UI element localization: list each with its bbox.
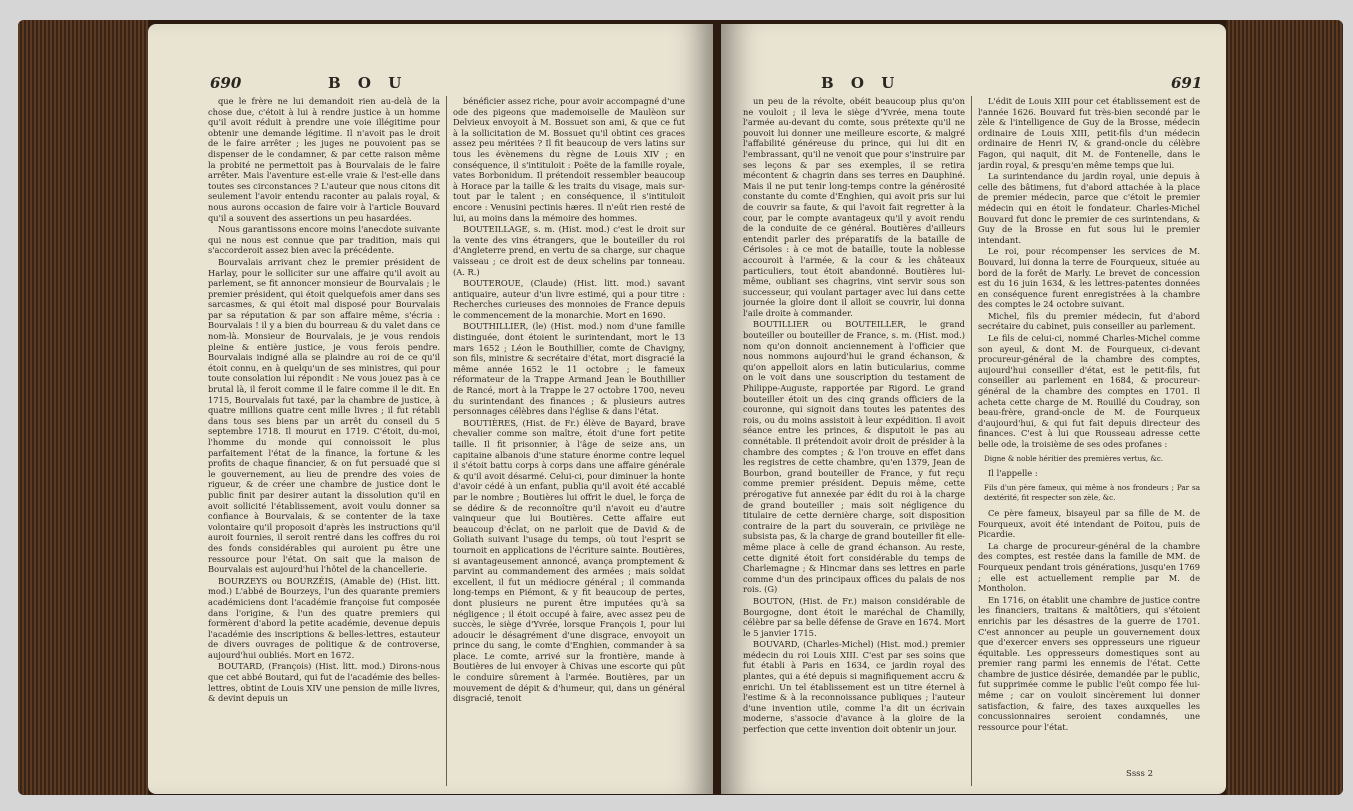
paragraph: La surintendance du jardin royal, unie depuis à celle des bâtimens, fut d'abord attachée à la place de premier médecin, parce que c'étoit le premier médecin qui en étoit le fondateur. Charles-Michel Bouvard fut donc le premier de ces surintendans, & Guy de la Brosse en fut sous lui le premier intendant. (978, 171, 1200, 245)
book-edge-left (18, 20, 148, 795)
paragraph: La charge de procureur-général de la chambre des comptes, est restée dans la famille de MM. de Fourqueux pendant trois générations, jusqu'en 1769 ; elle est actuellement remplie par M. de Montholon. (978, 540, 1200, 594)
paragraph: bénéficier assez riche, pour avoir accompagné d'une ode des pigeons que mademoiselle de Maulèon sur Delvieux envoyoit à M. Bossuet son ami, & que ce fut à la sollicitation de M. Bossuet qu'il obtint ces graces assez peu méritées ? Il fit beaucoup de vers latins sur tous les évènemens du règne de Louis XIV ; en conséquence, il s'intituloit : Poëte de la famille royale, vates Borbonidum. Il prétendoit ressembler beaucoup à Horace par la taille & les traits du visage, mais sur-tout par le talent ; en conséquence, il s'intituloit encore : Venusini pectinis hæres. Il n'eût rien resté de lui, au moins dans la mémoire des hommes. (453, 96, 685, 223)
paragraph: Bourvalais arrivant chez le premier président de Harlay, pour le solliciter sur une affaire qu'il avoit au parlement, se fit annoncer monsieur de Bourvalais ; le premier président, qui étoit quelquefois amer dans ses sarcasmes, & qui étoit mal disposé pour Bourvalais par sa réputation & par son affaire même, s'écria : Bourvalais ! il y a bien du bourreau & du valet dans ce nom-là. Monsieur de Bourvalais, je je vous rendois pleine & entière justice, je vous ferois pendre. Bourvalais indigné alla se plaindre au roi de ce qu'il étoit connu, en à quelqu'un de ses ministres, qui pour toute consolation lui répondit : Ne vous jouez pas à ce brutal là, il feroit comme il le faire comme il le dit. En 1715, Bourvalais fut taxé, par la chambre de justice, à quatre millions quatre cent mille livres ; il fut rétabli dans tous ses biens par un arrêt du conseil du 5 septembre 1718. Il mourut en 1719. C'étoit, du-moi, l'homme du monde qui connoissoit le plus parfaitement l'état de la finance, la fortune & les profits de chaque financier, & on fut persuadé que si le gouvernement, au lieu de prendre des voies de rigueur, & de créer une chambre de justice dont le public finit par desirer autant la dissolution qu'il en avoit sollicité l'établissement, avoit voulu donner sa confiance à Bourvalais, & se contenter de la taxe volontaire qu'il proposoit d'après les instructions qu'il auroit fournies, il seroit rentré dans les coffres du roi des fonds considérables qui auroient pu être une ressource pour l'état. On sait que la maison de Bourvalais est aujourd'hui l'hôtel de la chancellerie. (208, 256, 440, 575)
paragraph: En 1716, on établit une chambre de justice contre les financiers, traitans & maltôtiers, qui s'étoient enrichis par les désastres de la guerre de 1701. C'est annoncer au peuple un gouvernement doux que d'exercer envers ses oppresseurs une rigueur équitable. Les oppresseurs domestiques sont au premier rang parmi les ennemis de l'état. Cette chambre de justice désirée, demandée par le public, fut supprimée comme le public l'eût compo fée lui-même ; car on vouloit sincèrement lui donner satisfaction, & faire, des taxes auxquelles les concussionnaires seroient condamnés, une ressource pour l'état. (978, 594, 1200, 732)
column-divider (971, 96, 972, 786)
signature-mark: Ssss 2 (1126, 769, 1154, 779)
column-divider (446, 96, 447, 786)
paragraph: BOUTARD, (François) (Hist. litt. mod.) Dirons-nous que cet abbé Boutard, qui fut de l'académie des belles-lettres, obtint de Louis XIV une pension de mille livres, & devint depuis un (208, 661, 440, 704)
paragraph: que le frère ne lui demandoit rien au-delà de la chose due, c'étoit à lui à rendre justice à un homme qu'il avoit réduit à prendre une voie illégitime pour obtenir une demande légitime. Il n'avoit pas le droit de le faire arrêter ; les juges ne pouvoient pas se dispenser de le condamner, & par cette raison même la probité ne permettoit pas à Bourvalais de le faire arrêter. Mais l'aventure est-elle vraie & l'est-elle dans toutes ses circonstances ? L'auteur que nous citons dit seulement l'avoir entendu raconter au palais royal, & nous aurons occasion de faire voir à l'article Bouvard qu'il a souvent des assertions un peu hasardées. (208, 96, 440, 223)
running-head-right: B O U (821, 74, 901, 92)
paragraph: Le roi, pour récompenser les services de M. Bouvard, lui donna la terre de Fourqueux, située au bord de la forêt de Marly. Le brevet de concession est du 16 juin 1634, & les lettres-patentes données en conséquence furent enregistrées à la chambre des comptes le 24 octobre suivant. (978, 246, 1200, 310)
paragraph: Le fils de celui-ci, nommé Charles-Michel comme son ayeul, & dont M. de Fourqueux, ci-devant procureur-général de la chambre des comptes, aujourd'hui conseiller d'état, est le petit-fils, fut conseiller au parlement en 1684, & procureur-général de la chambre des comptes en 1701. Il acheta cette charge de M. Rouillé du Coudray, son beau-frère, grand-oncle de M. de Fourqueux d'aujourd'hui, & qui fut fait depuis directeur des finances. C'est à lui que Rousseau adresse cette belle ode, la troisième de ses odes profanes : (978, 333, 1200, 449)
paragraph: BOUTHILLIER, (le) (Hist. mod.) nom d'une famille distinguée, dont étoient le surintendant, mort le 13 mars 1652 ; Léon le Bouthillier, comte de Chavigny, son fils, ministre & secrétaire d'état, mort disgracié la même année 1652 le 11 octobre ; le fameux réformateur de la Trappe Armand Jean le Bouthillier de Rancé, mort à la Trappe le 27 octobre 1700, neveu du surintendant des finances ; & plusieurs autres personnages célèbres dans l'église & dans l'état. (453, 321, 685, 417)
paragraph: Nous garantissons encore moins l'anecdote suivante qui ne nous est connue que par tradition, mais qui s'accorderoit assez bien avec la précédente. (208, 224, 440, 256)
page-number-left: 690 (210, 74, 242, 92)
running-head-left: B O U (328, 74, 408, 92)
paragraph: BOUTEILLAGE, s. m. (Hist. mod.) c'est le droit sur la vente des vins étrangers, que le bouteiller du roi d'Angleterre prend, en vertu de sa charge, sur chaque vaisseau ; ce droit est de deux schelins par tonneau. (A. R.) (453, 224, 685, 277)
page-number-right: 691 (1171, 74, 1203, 92)
left-column-1 (208, 96, 440, 781)
paragraph: BOUVARD, (Charles-Michel) (Hist. mod.) premier médecin du roi Louis XIII. C'est par ses soins que fut établi à Paris en 1634, ce jardin royal des plantes, qui a été depuis si magnifiquement accru & enrichi. Un tel établissement est un titre éternel à l'estime & à la reconnoissance publiques ; l'auteur d'une invention utile, comme l'a dit un écrivain moderne, s'associe d'avance à la gloire de la perfection que cette invention doit obtenir un jour. (743, 639, 965, 735)
paragraph: BOUTEROUE, (Claude) (Hist. litt. mod.) savant antiquaire, auteur d'un livre estimé, qui a pour titre : Recherches curieuses des monnoies de France depuis le commencement de la monarchie. Mort en 1690. (453, 278, 685, 320)
left-page (148, 24, 713, 794)
paragraph: BOUTILLIER ou BOUTEILLER, le grand bouteiller ou bouteiller de France, s. m. (Hist. mod.) nom qu'on donnoit anciennement à l'officier que nous nommons aujourd'hui le grand échanson, & qu'on appelloit alors en latin buticularius, comme on le voit dans une souscription du testament de Philippe-Auguste, rapportée par Rigord. Le grand bouteiller étoit un des cinq grands officiers de la couronne, qui signoit dans toutes les patentes des rois, ou du moins assistoit à leur expédition. Il avoit séance entre les princes, & disputoit le pas au connétable. Il prétendoit avoir droit de présider à la chambre des comptes ; & l'on trouve en effet dans les registres de cette chambre, qu'en 1379, Jean de Bourbon, grand bouteiller de France, y fut reçu comme premier président. Depuis même, cette prérogative fut annexée par édit du roi à la charge de grand bouteiller ; mais soit négligence du titulaire de cette dernière charge, soit disposition contraire de la part du souverain, ce privilège ne subsista pas, & la charge de grand bouteiller fit elle-même place à celle de grand échanson. Au reste, cette dignité étoit fort considérable du temps de Charlemagne ; & Hincmar dans ses lettres en parle comme d'un des principaux offices du palais de nos rois. (G) (743, 319, 965, 595)
paragraph: Il l'appelle : (988, 468, 1038, 479)
book-edge-right (1226, 20, 1343, 795)
paragraph: Michel, fils du premier médecin, fut d'abord secrétaire du cabinet, puis conseiller au parlement. (978, 310, 1200, 332)
verse-quote: Digne & noble héritier des premières vertus, &c. (984, 453, 1164, 463)
paragraph: L'édit de Louis XIII pour cet établissement est de l'année 1626. Bouvard fut très-bien secondé par le zèle & l'intelligence de Guy de la Brosse, médecin ordinaire de Louis XIII, petit-fils d'un médecin ordinaire de Henri IV, & grand-oncle du célèbre Fagon, qui naquit, dit M. de Fontenelle, dans le jardin royal, & presqu'en même temps que lui. (978, 96, 1200, 170)
paragraph: BOUTON, (Hist. de Fr.) maison considérable de Bourgogne, dont étoit le maréchal de Chamilly, célèbre par sa belle défense de Grave en 1674. Mort le 5 janvier 1715. (743, 595, 965, 638)
verse-quote: Fils d'un père fameux, qui même à nos frondeurs ; Par sa dextérité, fit respecter son zèle, &c. (984, 482, 1200, 503)
paragraph: Ce père fameux, bisayeul par sa fille de M. de Fourqueux, avoit été intendant de Poitou, puis de Picardie. (978, 507, 1200, 540)
paragraph: un peu de la révolte, obéit beaucoup plus qu'on ne vouloit ; il leva le siège d'Yvrée, mena toute l'armée au-devant du comte, sous prétexte qu'il ne pouvoit lui donner une meilleure escorte, & malgré l'affabilité généreuse du prince, qui lui dit en l'embrassant, qu'il ne venoit que pour s'instruire par ses leçons & par ses exemples, il se retira mécontent & chagrin dans ses terres en Dauphiné. Mais il ne put tenir long-temps contre la générosité constante du comte d'Enghien, qui avoit pris sur lui de couvrir sa faute, & qui l'avoit fait regretter à la cour, par le compte avantageux qu'il y avoit rendu de la conduite de ce général. Boutières d'ailleurs entendit parler des préparatifs de la bataille de Cérisoles : à ce mot de bataille, toute la noblesse accouroit à l'armée, & la cour & les châteaux particuliers, tout étoit abandonné. Boutières lui-même, oubliant ses chagrins, vint servir sous son successeur, qui voulant partager avec lui dans cette journée la gloire dont il alloit se couvrir, lui donna l'aile droite à commander. (743, 96, 965, 318)
open-book (18, 20, 1343, 795)
paragraph: BOURZEYS ou BOURZÉIS, (Amable de) (Hist. litt. mod.) L'abbé de Bourzeys, l'un des quarante premiers académiciens dont l'académie françoise fut composée dans l'origine, & l'un des quatre premiers qui formèrent d'abord la petite académie, devenue depuis l'académie des inscriptions & belles-lettres, estauteur de divers ouvrages de politique & de controverse, aujourd'hui oubliés. Mort en 1672. (208, 575, 440, 660)
left-column-2 (453, 96, 685, 781)
paragraph: BOUTIÈRES, (Hist. de Fr.) élève de Bayard, brave chevalier comme son maître, étoit d'une fort petite taille. Il fit prisonnier, à l'âge de seize ans, un capitaine albanois d'une stature énorme contre lequel il s'étoit battu corps à corps dans une affaire générale & qu'il avoit désarmé. Celui-ci, pour diminuer la honte d'avoir cédé à un enfant, publia qu'il avoit été accablé par le nombre ; Boutières lui offrit le duel, le força de se dédire & de reconnoître qu'il n'avoit eu d'autre vainqueur que lui Boutières. Cette affaire eut beaucoup d'éclat, on ne parloit que de David & de Goliath suivant l'usage du temps, où tout l'esprit se tournoit en applications de l'écriture sainte. Boutières, si avantageusement annoncé, avança promptement & parvint au commandement des armées ; mais soldat excellent, il fut un médiocre général ; il commanda long-temps en Piémont, & y fit beaucoup de pertes, dont plusieurs ne purent être imputées qu'à sa négligence ; il étoit occupé à faire, avec assez peu de succès, le siège d'Yvrée, lorsque François I, pour lui adoucir le désagrément d'une disgrace, envoyoit un prince du sang, le comte d'Enghien, commander à sa place. Le comte, arrivé sur la frontière, mande à Boutières de lui envoyer à Chivas une escorte qui pût le conduire sûrement à l'armée. Boutières, par un mouvement de dépit & d'humeur, qui, dans un général disgracié, tenoit (453, 417, 685, 704)
right-column-1 (743, 96, 965, 786)
right-page (721, 24, 1226, 794)
right-column-2 (978, 96, 1200, 756)
